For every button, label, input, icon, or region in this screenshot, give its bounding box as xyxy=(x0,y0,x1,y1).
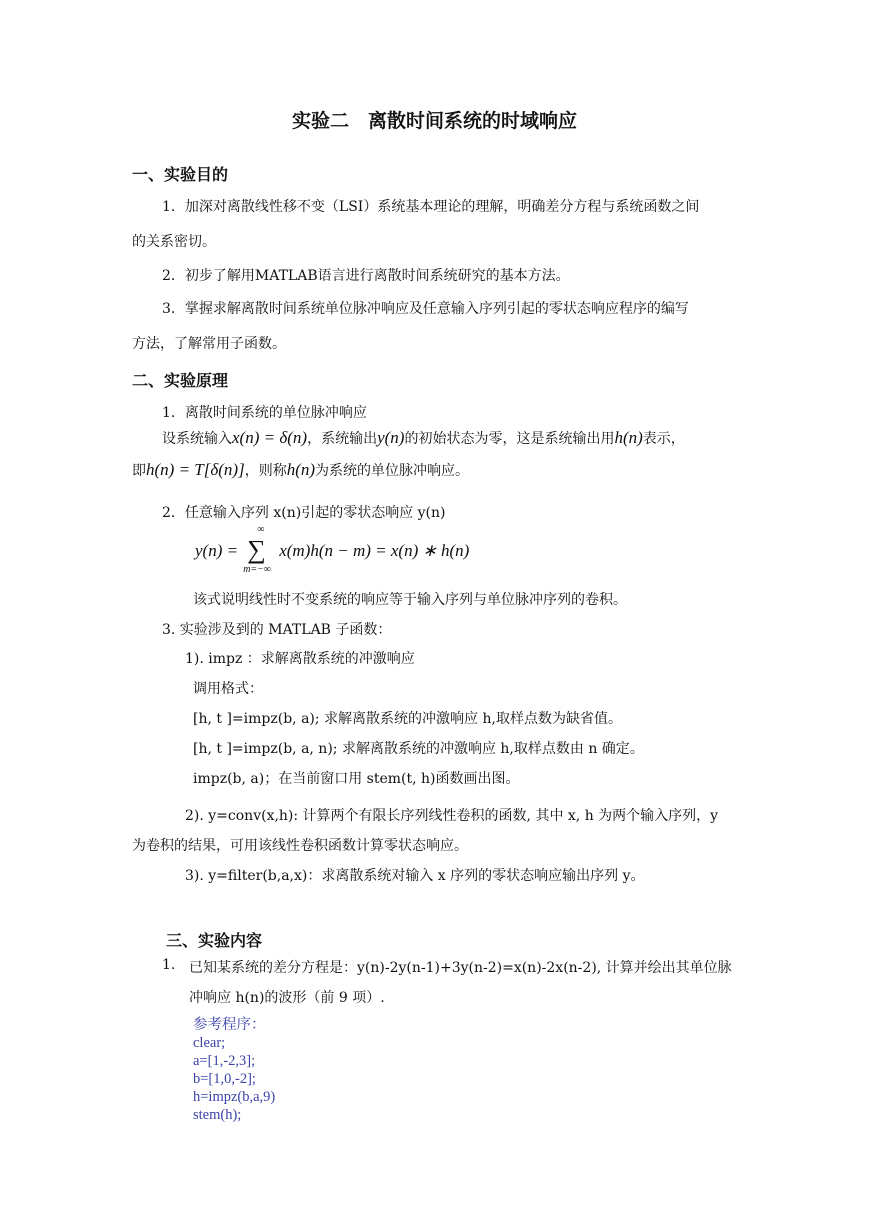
sigma-icon: ∑ xyxy=(247,535,266,564)
conv-lhs: y(n) = xyxy=(195,541,239,560)
principle-item-2: 2．任意输入序列 x(n)引起的零状态响应 y(n) xyxy=(162,505,446,521)
text-segment: 表示， xyxy=(642,431,685,447)
task-1-number: 1. xyxy=(162,957,176,973)
summation-symbol xyxy=(243,524,279,575)
function-filter: 3). y=filter(b,a,x)：求离散系统对输入 x 序列的零状态响应输出序列 y。 xyxy=(185,868,645,884)
principle-item-1: 1．离散时间系统的单位脉冲响应 xyxy=(162,405,367,421)
reference-code-block xyxy=(193,1016,275,1124)
math-h: h(n) xyxy=(614,428,643,447)
section-heading-purpose: 一、实验目的 xyxy=(132,165,229,184)
conv-rhs: x(m)h(n − m) = x(n) ∗ h(n) xyxy=(279,541,470,560)
function-impz-call-1: [h, t ]=impz(b, a); 求解离散系统的冲激响应 h,取样点数为缺省值。 xyxy=(193,711,622,727)
math-input-delta: x(n) = δ(n) xyxy=(232,428,308,447)
sum-lower-limit: m=−∞ xyxy=(243,564,272,575)
text-segment: 即 xyxy=(132,463,146,479)
text-segment: 为系统的单位脉冲响应。 xyxy=(315,463,470,479)
page-title: 实验二 离散时间系统的时域响应 xyxy=(291,110,577,132)
function-impz-call-3: impz(b, a)；在当前窗口用 stem(t, h)函数画出图。 xyxy=(193,771,520,787)
principle-item-3: 3. 实验涉及到的 MATLAB 子函数： xyxy=(162,622,392,638)
code-line: 参考程序： xyxy=(193,1017,266,1033)
math-h-def: h(n) = T[δ(n)] xyxy=(146,460,245,479)
purpose-item-2: 2．初步了解用MATLAB语言进行离散时间系统研究的基本方法。 xyxy=(162,268,570,284)
code-line: stem(h); xyxy=(193,1107,242,1123)
sum-upper-limit: ∞ xyxy=(257,524,265,535)
text-segment: 设系统输入 xyxy=(162,431,232,447)
code-line: a=[1,-2,3]; xyxy=(193,1053,256,1069)
text-segment: 的初始状态为零，这是系统输出用 xyxy=(404,431,615,447)
function-impz-format: 调用格式： xyxy=(193,681,263,697)
text-segment: ，则称 xyxy=(244,463,287,479)
principle-line-1 xyxy=(162,428,685,448)
task-1-line-2: 冲响应 h(n)的波形（前 9 项）. xyxy=(189,990,385,1006)
code-line: clear; xyxy=(193,1035,226,1051)
task-1-line-1: 已知某系统的差分方程是：y(n)-2y(n-1)+3y(n-2)=x(n)-2x(n-2), 计算并绘出其单位脉 xyxy=(189,960,732,976)
code-line: b=[1,0,-2]; xyxy=(193,1071,256,1087)
function-conv-line-1: 2). y=conv(x,h): 计算两个有限长序列线性卷积的函数, 其中 x, h 为两个输入序列，y xyxy=(185,808,719,824)
convolution-note: 该式说明线性时不变系统的响应等于输入序列与单位脉冲序列的卷积。 xyxy=(193,592,627,608)
purpose-item-3-line-1: 3．掌握求解离散时间系统单位脉冲响应及任意输入序列引起的零状态响应程序的编写 xyxy=(162,301,689,317)
code-line: h=impz(b,a,9) xyxy=(193,1089,276,1105)
function-impz-call-2: [h, t ]=impz(b, a, n); 求解离散系统的冲激响应 h,取样点数由 n 确定。 xyxy=(193,741,644,757)
convolution-equation xyxy=(195,524,470,575)
section-heading-content: 三、实验内容 xyxy=(166,931,263,950)
section-heading-principle: 二、实验原理 xyxy=(132,371,229,390)
purpose-item-3-line-2: 方法，了解常用子函数。 xyxy=(132,336,286,352)
purpose-item-1-line-2: 的关系密切。 xyxy=(132,234,216,250)
math-y: y(n) xyxy=(377,428,405,447)
text-segment: ，系统输出 xyxy=(307,431,378,447)
function-conv-line-2: 为卷积的结果，可用该线性卷积函数计算零状态响应。 xyxy=(132,838,468,854)
function-impz: 1). impz ：求解离散系统的冲激响应 xyxy=(185,651,415,667)
math-h: h(n) xyxy=(286,460,316,479)
purpose-item-1-line-1: 1．加深对离散线性移不变（LSI）系统基本理论的理解，明确差分方程与系统函数之间 xyxy=(162,199,700,215)
principle-line-2 xyxy=(132,460,469,480)
